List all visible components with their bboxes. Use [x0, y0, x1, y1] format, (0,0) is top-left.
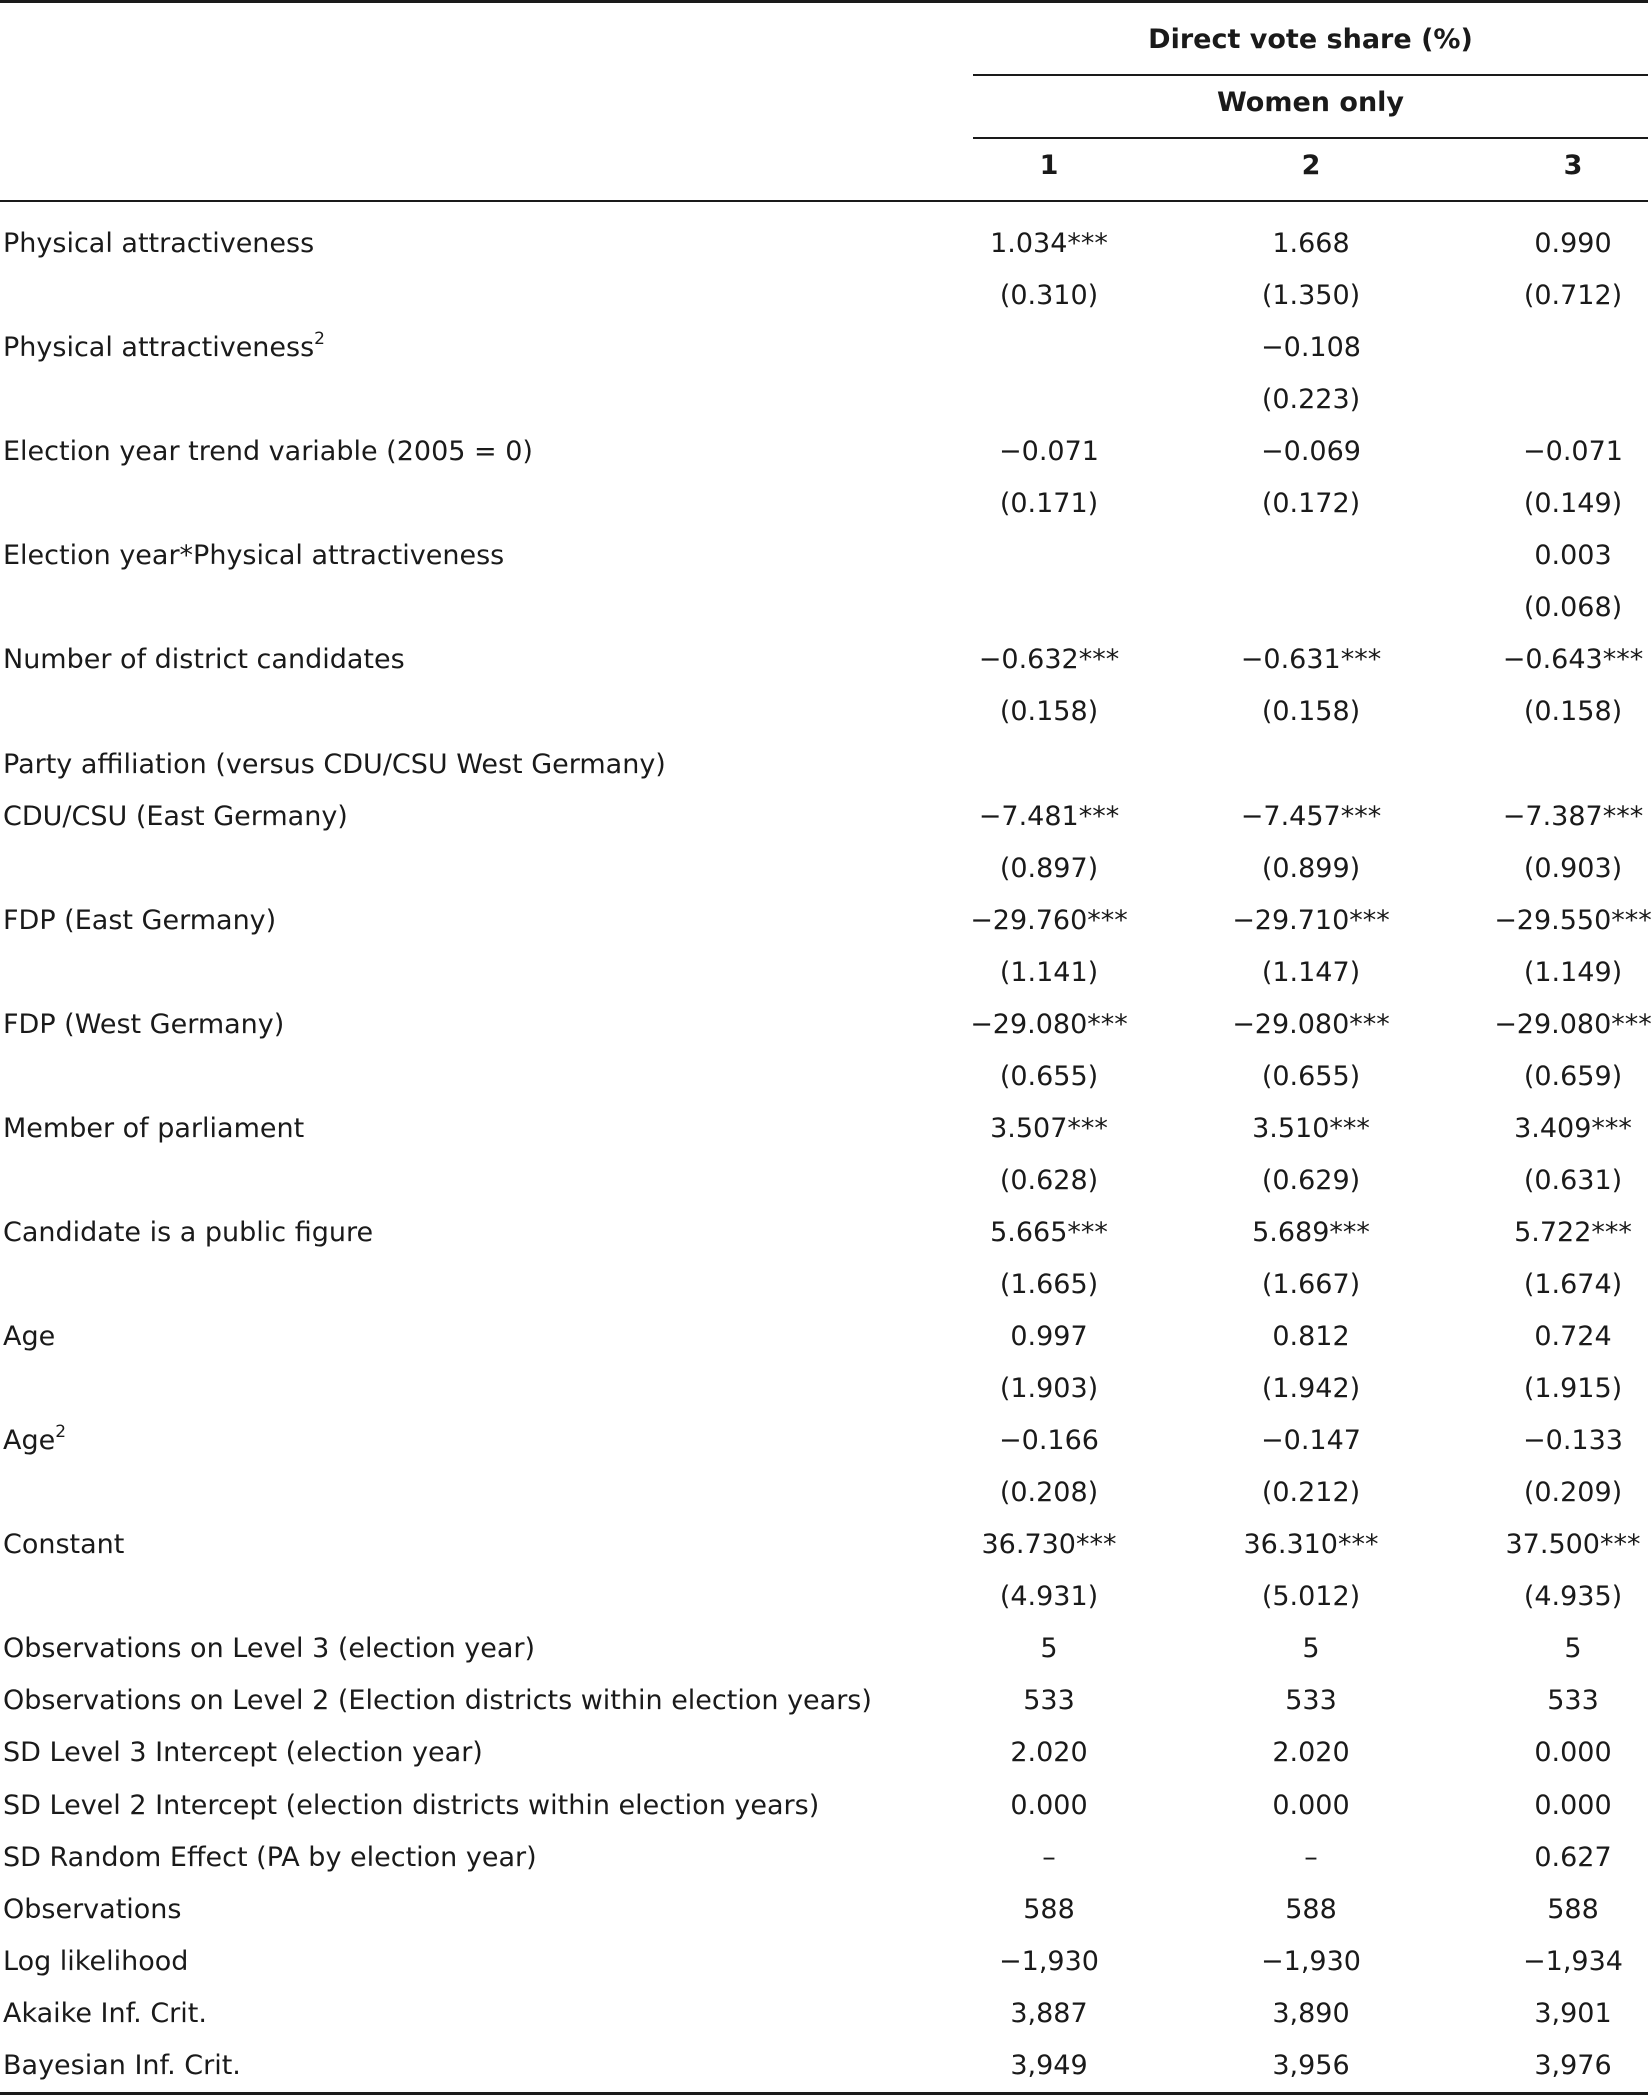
model-3-value: 0.000	[1534, 1789, 1612, 1821]
model-1-header: 1	[1039, 150, 1059, 181]
row-label	[3, 1311, 55, 1363]
model-1-value: 1.034***	[990, 228, 1108, 259]
row-label-text: Akaike Inf. Crit.	[3, 1997, 207, 2029]
model-1-value: –	[1042, 1841, 1056, 1873]
model-3-value: 5.722***	[1514, 1216, 1632, 1248]
row-label-text: SD Random Effect (PA by election year)	[3, 1841, 537, 1873]
header-bottom-rule	[0, 200, 1648, 202]
model-2-value: −1,930	[1261, 1945, 1361, 1977]
model-1-value: −7.481***	[978, 800, 1120, 832]
model-3-value: 3,976	[1534, 2049, 1612, 2081]
table-row	[0, 1519, 1652, 1571]
row-label	[3, 322, 325, 374]
row-label	[3, 1415, 66, 1467]
table-row	[0, 999, 1652, 1051]
row-label	[3, 895, 276, 947]
model-3-value: −0.071	[1523, 436, 1623, 468]
row-label	[3, 1727, 483, 1779]
model-2-value: 3,890	[1272, 1997, 1350, 2029]
table-row	[0, 1415, 1652, 1467]
model-2-value: −0.631***	[1240, 644, 1382, 676]
model-3-value: (1.149)	[1523, 956, 1623, 988]
model-2-value: −7.457***	[1240, 800, 1382, 832]
model-2-value: (1.667)	[1261, 1269, 1361, 1300]
row-label-text: Election year*Physical attractiveness	[3, 540, 505, 572]
row-label-text: Observations on Level 3 (election year)	[3, 1633, 536, 1665]
model-1-value: 3,887	[1010, 1997, 1088, 2029]
table-row	[0, 1727, 1652, 1779]
table-row	[0, 530, 1652, 582]
model-1-value: 36.730***	[981, 1529, 1117, 1561]
model-3-value: 0.627	[1534, 1841, 1612, 1873]
model-1-value: (0.158)	[999, 696, 1099, 728]
model-2-value: (1.147)	[1261, 956, 1361, 988]
model-1-value: (0.628)	[999, 1164, 1099, 1196]
table-row	[0, 582, 1652, 634]
table-row	[0, 843, 1652, 895]
table-row	[0, 1207, 1652, 1259]
model-1-value: −0.632***	[978, 644, 1120, 676]
row-label-text: Physical attractiveness	[3, 228, 315, 259]
model-2-value: 5	[1302, 1633, 1320, 1665]
row-label-text: FDP (East Germany)	[3, 904, 277, 936]
table-row	[0, 1103, 1652, 1155]
model-1-value: −29.080***	[970, 1008, 1128, 1040]
model-3-value: 588	[1547, 1893, 1599, 1925]
table-row	[0, 1936, 1652, 1988]
model-1-value: (0.171)	[999, 488, 1099, 520]
table-row	[0, 1363, 1652, 1415]
table-row	[0, 374, 1652, 426]
row-label	[3, 999, 284, 1051]
model-2-value: (0.172)	[1261, 488, 1361, 520]
model-2-value: −0.069	[1261, 436, 1361, 468]
model-1-value: 0.000	[1010, 1789, 1088, 1821]
model-3-value: (0.712)	[1523, 280, 1623, 312]
model-2-value: −29.080***	[1232, 1008, 1390, 1040]
row-label-text: Constant	[3, 1529, 125, 1561]
model-2-value: −0.108	[1261, 332, 1361, 364]
table-row	[0, 1884, 1652, 1936]
model-2-value: (1.942)	[1261, 1373, 1361, 1405]
table-row	[0, 1259, 1652, 1311]
table-row	[0, 2040, 1652, 2092]
model-3-value: 5	[1564, 1633, 1582, 1665]
model-3-value: 0.003	[1534, 540, 1612, 572]
row-label	[3, 426, 533, 478]
superscript: 2	[55, 1422, 67, 1443]
model-3-value: 0.990	[1534, 228, 1612, 259]
model-3-value: (1.674)	[1523, 1269, 1623, 1300]
model-3-value: −29.550***	[1494, 904, 1652, 936]
row-label-text: Bayesian Inf. Crit.	[3, 2049, 241, 2081]
model-3-value: 3.409***	[1514, 1112, 1632, 1144]
row-label-text: SD Level 2 Intercept (election districts within election years)	[3, 1789, 820, 1821]
model-2-value: 5.689***	[1252, 1216, 1370, 1248]
row-label	[3, 1675, 872, 1727]
model-3-value: 37.500***	[1505, 1529, 1641, 1561]
row-label-text: Age	[3, 1321, 56, 1353]
model-1-value: 2.020	[1010, 1737, 1088, 1769]
table-row	[0, 791, 1652, 843]
bottom-rule	[0, 2092, 1648, 2095]
model-2-value: 1.668	[1272, 228, 1350, 259]
table-row	[0, 1623, 1652, 1675]
table-row	[0, 686, 1652, 738]
model-3-value: −0.133	[1523, 1425, 1623, 1457]
row-label-text: SD Level 3 Intercept (election year)	[3, 1737, 483, 1769]
model-1-value: 3.507***	[990, 1112, 1108, 1144]
model-1-value: −0.166	[999, 1425, 1099, 1457]
model-1-value: 5	[1040, 1633, 1058, 1665]
table-row	[0, 634, 1652, 686]
model-3-value: (0.631)	[1523, 1164, 1623, 1196]
table-row	[0, 1155, 1652, 1207]
model-3-value: (0.209)	[1523, 1477, 1623, 1509]
table-row	[0, 895, 1652, 947]
row-label	[3, 791, 348, 843]
table-row	[0, 1675, 1652, 1727]
row-label-text: Candidate is a public figure	[3, 1216, 374, 1248]
model-2-value: (0.899)	[1261, 852, 1361, 884]
table-row	[0, 1988, 1652, 2040]
table-row	[0, 1780, 1652, 1832]
model-3-value: 0.724	[1534, 1321, 1612, 1353]
row-label	[3, 1103, 304, 1155]
superscript: 2	[314, 329, 325, 350]
model-2-value: 3.510***	[1252, 1112, 1370, 1144]
row-label-text: Party affiliation (versus CDU/CSU West Germany)	[3, 748, 666, 780]
model-3-value: (4.935)	[1523, 1581, 1623, 1613]
row-label	[3, 634, 405, 686]
row-label-text: Observations	[3, 1893, 182, 1925]
model-1-value: (4.931)	[999, 1581, 1099, 1613]
model-3-value: 533	[1547, 1685, 1599, 1717]
model-2-value: 0.812	[1272, 1321, 1350, 1353]
top-rule	[0, 0, 1648, 3]
model-3-value: (0.903)	[1523, 852, 1623, 884]
row-label	[3, 739, 666, 791]
row-label	[3, 218, 314, 270]
table-row	[0, 1571, 1652, 1623]
header-subrule-2	[973, 137, 1648, 139]
row-label	[3, 530, 504, 582]
table-row	[0, 1051, 1652, 1103]
model-2-value: (0.655)	[1261, 1060, 1361, 1092]
model-1-value: 533	[1023, 1685, 1075, 1717]
model-3-value: (0.068)	[1523, 592, 1623, 624]
model-3-value: 0.000	[1534, 1737, 1612, 1769]
model-3-value: (1.915)	[1523, 1373, 1623, 1405]
model-2-value: (1.350)	[1261, 280, 1361, 312]
model-1-value: −29.760***	[970, 904, 1128, 936]
row-label-text: Election year trend variable (2005 = 0)	[3, 436, 533, 468]
row-label	[3, 1884, 181, 1936]
row-label	[3, 1780, 819, 1832]
table-row	[0, 322, 1652, 374]
model-3-value: −7.387***	[1502, 800, 1644, 832]
model-3-header: 3	[1563, 150, 1583, 181]
row-label	[3, 1936, 188, 1988]
model-2-value: (0.223)	[1261, 384, 1361, 416]
model-1-value: (1.141)	[999, 956, 1099, 988]
row-label	[3, 1988, 207, 2040]
table-row	[0, 218, 1652, 270]
dependent-variable-header: Direct vote share (%)	[1148, 24, 1473, 55]
model-2-value: 533	[1285, 1685, 1337, 1717]
model-2-value: (0.629)	[1261, 1164, 1361, 1196]
model-3-value: 3,901	[1534, 1997, 1612, 2029]
table-row	[0, 1832, 1652, 1884]
row-label-text: Observations on Level 2 (Election districts within election years)	[3, 1685, 872, 1717]
model-1-value: (0.208)	[999, 1477, 1099, 1509]
model-3-value: −0.643***	[1502, 644, 1644, 676]
row-label-text: Member of parliament	[3, 1112, 305, 1144]
model-2-value: 36.310***	[1243, 1529, 1379, 1561]
model-1-value: (0.310)	[999, 280, 1099, 312]
row-label-text: Log likelihood	[3, 1945, 189, 1977]
model-2-value: −29.710***	[1232, 904, 1390, 936]
row-label-text: Number of district candidates	[3, 644, 405, 676]
model-2-value: 2.020	[1272, 1737, 1350, 1769]
model-1-value: −0.071	[999, 436, 1099, 468]
header-subrule-1	[973, 74, 1648, 76]
row-label	[3, 1623, 535, 1675]
row-label	[3, 2040, 241, 2092]
model-2-value: 0.000	[1272, 1789, 1350, 1821]
model-1-value: 5.665***	[990, 1216, 1108, 1248]
sample-header: Women only	[1216, 87, 1405, 118]
model-1-value: 3,949	[1010, 2049, 1088, 2081]
table-row	[0, 947, 1652, 999]
model-3-value: (0.659)	[1523, 1060, 1623, 1092]
table-row	[0, 478, 1652, 530]
table-row	[0, 1311, 1652, 1363]
table-row	[0, 739, 1652, 791]
model-2-header: 2	[1301, 150, 1321, 181]
model-3-value: −29.080***	[1494, 1008, 1652, 1040]
row-label-text: CDU/CSU (East Germany)	[3, 800, 348, 832]
model-3-value: (0.158)	[1523, 696, 1623, 728]
model-2-value: (0.158)	[1261, 696, 1361, 728]
model-1-value: −1,930	[999, 1945, 1099, 1977]
model-2-value: 588	[1285, 1893, 1337, 1925]
model-2-value: (5.012)	[1261, 1581, 1361, 1613]
row-label	[3, 1519, 124, 1571]
model-2-value: −0.147	[1261, 1425, 1361, 1457]
model-2-value: –	[1304, 1841, 1318, 1873]
model-2-value: 3,956	[1272, 2049, 1350, 2081]
table-row	[0, 270, 1652, 322]
row-label-text: FDP (West Germany)	[3, 1008, 285, 1040]
row-label	[3, 1207, 373, 1259]
model-3-value: (0.149)	[1523, 488, 1623, 520]
table-row	[0, 426, 1652, 478]
model-1-value: (0.897)	[999, 852, 1099, 884]
model-2-value: (0.212)	[1261, 1477, 1361, 1509]
model-1-value: 588	[1023, 1893, 1075, 1925]
row-label	[3, 1832, 537, 1884]
table-row	[0, 1467, 1652, 1519]
model-1-value: (1.665)	[999, 1269, 1099, 1300]
row-label-text: Age	[3, 1425, 56, 1457]
row-label-text: Physical attractiveness	[3, 332, 315, 364]
model-3-value: −1,934	[1523, 1945, 1623, 1977]
model-1-value: (0.655)	[999, 1060, 1099, 1092]
model-1-value: 0.997	[1010, 1321, 1088, 1353]
model-1-value: (1.903)	[999, 1373, 1099, 1405]
